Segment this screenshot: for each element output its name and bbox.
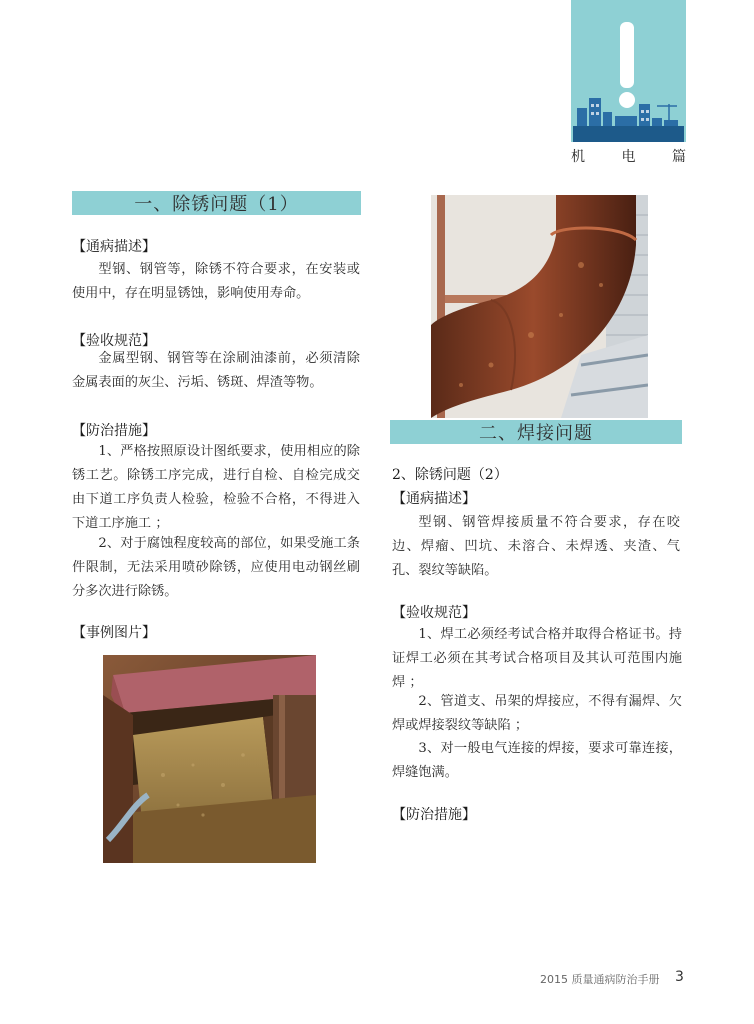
section2-spec-head: 【验收规范】 <box>392 605 476 621</box>
section1-spec-text: 金属型钢、钢管等在涂刷油漆前，必须清除金属表面的灰尘、污垢、锈斑、焊渣等物。 <box>72 351 360 390</box>
section-tag <box>571 146 686 166</box>
section1-example-head: 【事例图片】 <box>72 625 156 641</box>
page-number: 3 <box>675 969 684 985</box>
section2-measure-head: 【防治措施】 <box>392 807 476 823</box>
rusted-steel-photo <box>103 655 316 863</box>
section2-title <box>390 420 682 444</box>
section1-desc-text: 型钢、钢管等，除锈不符合要求，在安装或使用中，存在明显锈蚀，影响使用寿命。 <box>72 262 360 301</box>
exclamation-city-icon <box>571 0 686 142</box>
footer-text: 2015 质量通病防治手册 <box>540 973 660 986</box>
section1-measure-head: 【防治措施】 <box>72 423 156 439</box>
header-badge <box>571 0 686 142</box>
section2-subtitle: 2、除锈问题（2） <box>392 467 508 483</box>
section1-title-text: 一、除锈问题（1） <box>134 194 299 215</box>
section1-measure-2: 2、对于腐蚀程度较高的部位，如果受施工条件限制，无法采用喷砂除锈，应使用电动钢丝刷分多次进行除锈。 <box>72 536 360 599</box>
section1-measure-1: 1、严格按照原设计图纸要求，使用相应的除锈工艺。除锈工序完成，进行自检、自检完成交由下道工序负责人检验，检验不合格，不得进入下道工序施工 ； <box>72 444 360 531</box>
section-char-2: 电 <box>621 149 636 165</box>
section1-desc-head: 【通病描述】 <box>72 239 156 255</box>
section1-spec-head: 【验收规范】 <box>72 333 156 349</box>
section-char-3: 篇 <box>672 149 686 165</box>
section2-spec-3: 3、对一般电气连接的焊接，要求可靠连接，焊缝饱满。 <box>392 741 682 780</box>
section2-spec-1: 1、焊工必须经考试合格并取得合格证书。持证焊工必须在其考试合格项目及其认可范围内施焊 ； <box>392 627 682 690</box>
section-char-1: 机 <box>571 149 585 165</box>
rusted-pipe-photo <box>431 195 648 418</box>
section1-title <box>72 191 361 215</box>
section2-desc-text: 型钢、钢管焊接质量不符合要求，存在咬边、焊瘤、凹坑、未溶合、未焊透、夹渣、气孔、裂纹等缺陷。 <box>392 515 680 578</box>
section2-desc-head: 【通病描述】 <box>392 491 476 507</box>
section2-spec-2: 2、管道支、吊架的焊接应，不得有漏焊、欠焊或焊接裂纹等缺陷 ； <box>392 694 682 733</box>
section2-title-text: 二、焊接问题 <box>479 423 593 444</box>
